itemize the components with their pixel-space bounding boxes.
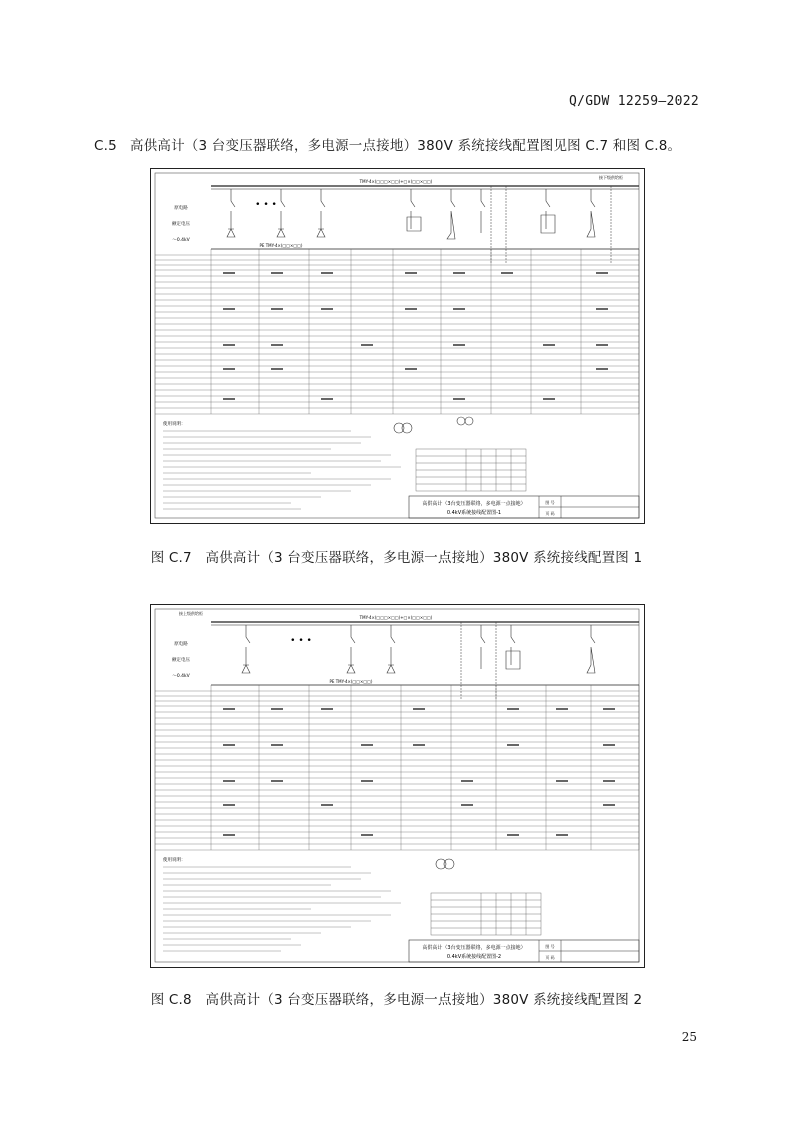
title-block-title: 高供高计（3台变压器联络，多电源一点接地） bbox=[422, 501, 526, 507]
ellipsis-dots: • • • bbox=[290, 636, 312, 646]
section-text: 高供高计（3 台变压器联络，多电源一点接地）380V 系统接线配置图见图 C.7 和图 C.8。 bbox=[130, 138, 682, 154]
notes-text-lines-1 bbox=[163, 431, 401, 509]
title-block-title: 高供高计（3台变压器联络，多电源一点接地） bbox=[422, 945, 526, 951]
title-block-2 bbox=[409, 940, 639, 962]
title-block-figno-label: 图 号 bbox=[545, 944, 555, 949]
figure-c7-caption: 图 C.7 高供高计（3 台变压器联络，多电源一点接地）380V 系统接线配置图 1 bbox=[150, 550, 643, 566]
bus-right-label: 接下级供给柜 bbox=[599, 175, 623, 180]
transformer-symbols-2 bbox=[436, 859, 454, 869]
pe-bus-label: PE TMY-4×(□□×□□) bbox=[329, 679, 373, 684]
feeder-switches bbox=[242, 625, 595, 673]
schedule-table-1 bbox=[416, 449, 526, 491]
title-block-page-label: 页 码 bbox=[545, 511, 555, 516]
transformer-symbols-1 bbox=[394, 417, 473, 433]
ellipsis-dots: • • • bbox=[255, 200, 277, 210]
bus-left-label: 接上级供给柜 bbox=[179, 611, 203, 616]
left-label-3: ～0.4kV bbox=[172, 238, 190, 243]
schedule-table-2 bbox=[431, 893, 541, 935]
section-heading bbox=[94, 134, 681, 154]
notes-text-lines-2 bbox=[163, 867, 401, 951]
page-number: 25 bbox=[681, 1030, 697, 1044]
wiring-diagram-1 bbox=[151, 169, 643, 522]
bus-label: TMY-4×(□□□×□□)+□×(□□×□□) bbox=[359, 179, 433, 184]
feeder-switches bbox=[227, 189, 595, 239]
wiring-diagram-2 bbox=[151, 605, 643, 966]
pe-bus-label: PE TMY-4×(□□×□□) bbox=[259, 243, 303, 248]
left-label-2: 额定电压 bbox=[172, 222, 190, 227]
standard-code: Q/GDW 12259—2022 bbox=[568, 94, 699, 109]
notes-heading-1: 使用说明： bbox=[163, 422, 186, 427]
section-number: C.5 bbox=[94, 138, 117, 154]
figure-c8-drawing bbox=[150, 604, 645, 968]
title-block-1 bbox=[409, 496, 639, 518]
left-label-1: 原电路 bbox=[174, 206, 188, 211]
title-block-figno-label: 图 号 bbox=[545, 500, 555, 505]
title-block-subtitle: 0.4kV系统接线配置图-2 bbox=[446, 954, 502, 960]
title-block-subtitle: 0.4kV系统接线配置图-1 bbox=[446, 510, 502, 516]
left-label-3: ～0.4kV bbox=[172, 674, 190, 679]
title-block-page-label: 页 码 bbox=[545, 955, 555, 960]
notes-heading-2: 使用说明： bbox=[163, 858, 186, 863]
bus-label: TMY-4×(□□□×□□)+□×(□□×□□) bbox=[359, 615, 433, 620]
figure-c8-caption: 图 C.8 高供高计（3 台变压器联络，多电源一点接地）380V 系统接线配置图 2 bbox=[150, 992, 643, 1008]
left-label-1: 原电路 bbox=[174, 642, 188, 647]
figure-c7-drawing bbox=[150, 168, 645, 524]
left-label-2: 额定电压 bbox=[172, 658, 190, 663]
